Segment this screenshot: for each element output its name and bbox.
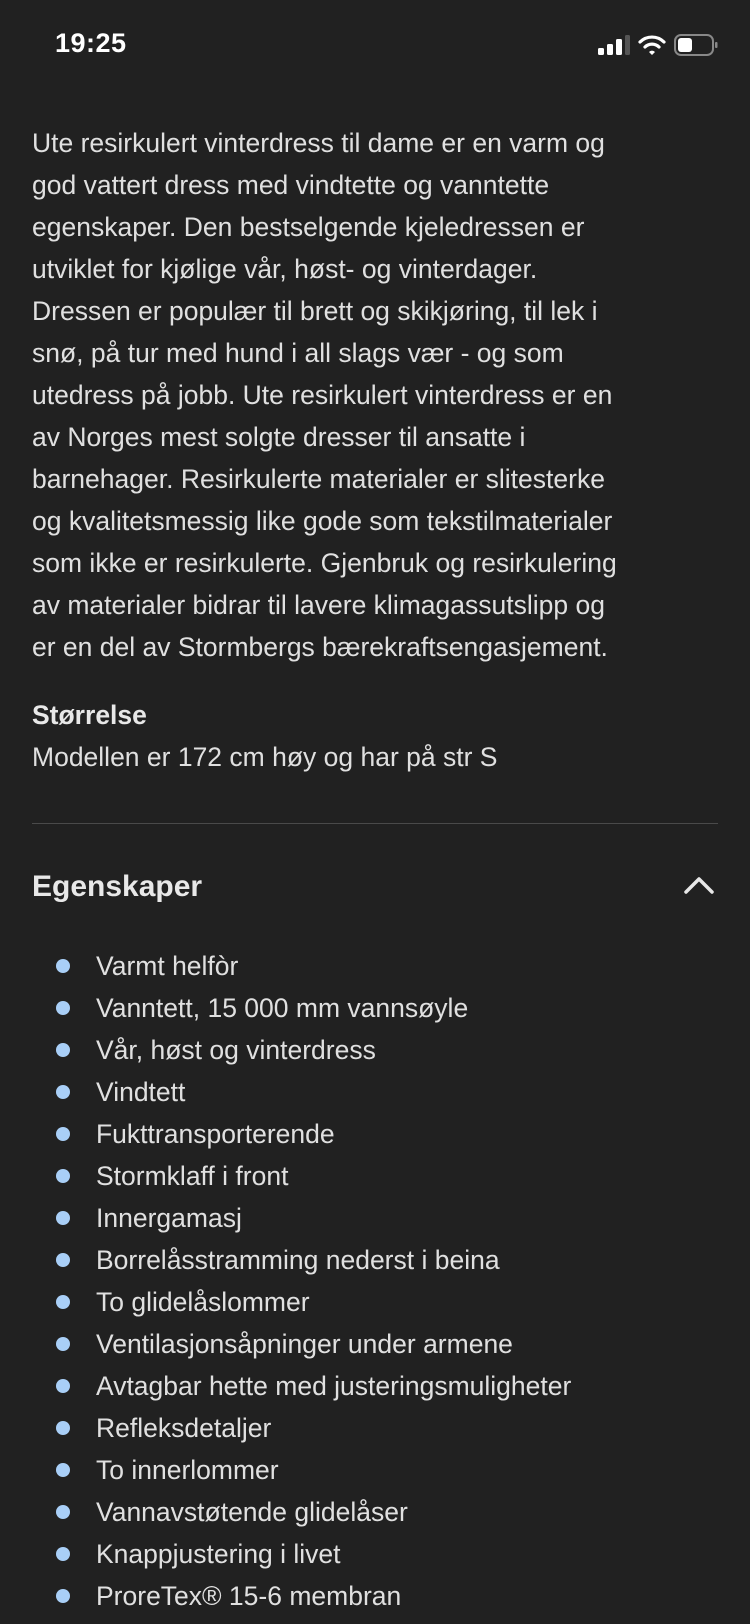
feature-item xyxy=(0,1155,571,1197)
description-line: utviklet for kjølige vår, høst- og vinterdager. xyxy=(32,254,538,284)
bullet-icon xyxy=(56,1253,70,1267)
bullet-icon xyxy=(56,1505,70,1519)
feature-label: Vår, høst og vinterdress xyxy=(96,1035,376,1065)
feature-label: Varmt helfòr xyxy=(96,951,239,981)
size-heading: Størrelse xyxy=(32,700,147,730)
feature-item xyxy=(0,1113,571,1155)
bullet-icon xyxy=(56,1337,70,1351)
feature-item xyxy=(0,1407,571,1449)
features-heading[interactable]: Egenskaper xyxy=(32,870,203,903)
feature-label: To glidelåslommer xyxy=(96,1287,310,1317)
bullet-icon xyxy=(56,1001,70,1015)
description-line: barnehager. Resirkulerte materialer er slitesterke xyxy=(32,464,605,494)
bullet-icon xyxy=(56,1421,70,1435)
product-description xyxy=(32,122,732,668)
description-line: er en del av Stormbergs bærekraftsengasjement. xyxy=(32,632,608,662)
description-line: Ute resirkulert vinterdress til dame er en varm og xyxy=(32,128,605,158)
feature-item xyxy=(0,1029,571,1071)
feature-label: Innergamasj xyxy=(96,1203,242,1233)
bullet-icon xyxy=(56,959,70,973)
feature-label: Refleksdetaljer xyxy=(96,1413,272,1443)
bullet-icon xyxy=(56,1463,70,1477)
description-line: Dressen er populær til brett og skikjøring, til lek i xyxy=(32,296,598,326)
bullet-icon xyxy=(56,1211,70,1225)
bullet-icon xyxy=(56,1169,70,1183)
description-line: av materialer bidrar til lavere klimagassutslipp og xyxy=(32,590,605,620)
feature-item xyxy=(0,1281,571,1323)
feature-label: Vindtett xyxy=(96,1077,186,1107)
feature-item xyxy=(0,1071,571,1113)
description-line: snø, på tur med hund i all slags vær - og som xyxy=(32,338,564,368)
feature-item xyxy=(0,1449,571,1491)
description-line: av Norges mest solgte dresser til ansatte i xyxy=(32,422,526,452)
feature-item xyxy=(0,1197,571,1239)
chevron-up-icon[interactable] xyxy=(684,876,714,894)
features-list xyxy=(0,945,571,1617)
feature-label: Avtagbar hette med justeringsmuligheter xyxy=(96,1371,572,1401)
battery-icon xyxy=(674,34,718,56)
status-bar xyxy=(0,0,750,90)
status-time: 19:25 xyxy=(55,28,127,58)
feature-label: Fukttransporterende xyxy=(96,1119,335,1149)
bullet-icon xyxy=(56,1547,70,1561)
description-line: egenskaper. Den bestselgende kjeledressen er xyxy=(32,212,585,242)
description-line: utedress på jobb. Ute resirkulert vinterdress er en xyxy=(32,380,613,410)
bullet-icon xyxy=(56,1379,70,1393)
bullet-icon xyxy=(56,1043,70,1057)
description-line: god vattert dress med vindtette og vanntette xyxy=(32,170,550,200)
feature-item xyxy=(0,1365,571,1407)
wifi-icon xyxy=(638,35,666,55)
bullet-icon xyxy=(56,1589,70,1603)
feature-item xyxy=(0,1575,571,1617)
feature-label: Ventilasjonsåpninger under armene xyxy=(96,1329,513,1359)
feature-label: To innerlommer xyxy=(96,1455,279,1485)
divider xyxy=(32,823,718,824)
feature-label: Borrelåsstramming nederst i beina xyxy=(96,1245,500,1275)
bullet-icon xyxy=(56,1127,70,1141)
feature-label: Stormklaff i front xyxy=(96,1161,289,1191)
feature-item xyxy=(0,1239,571,1281)
feature-label: Knappjustering i livet xyxy=(96,1539,341,1569)
signal-icon xyxy=(598,35,630,55)
feature-label: ProreTex® 15-6 membran xyxy=(96,1581,402,1611)
feature-item xyxy=(0,1491,571,1533)
feature-item xyxy=(0,1533,571,1575)
feature-label: Vanntett, 15 000 mm vannsøyle xyxy=(96,993,469,1023)
description-line: som ikke er resirkulerte. Gjenbruk og resirkulering xyxy=(32,548,617,578)
bullet-icon xyxy=(56,1085,70,1099)
feature-label: Vannavstøtende glidelåser xyxy=(96,1497,408,1527)
feature-item xyxy=(0,987,571,1029)
feature-item xyxy=(0,945,571,987)
size-text: Modellen er 172 cm høy og har på str S xyxy=(32,742,498,772)
feature-item xyxy=(0,1323,571,1365)
description-line: og kvalitetsmessig like gode som tekstilmaterialer xyxy=(32,506,613,536)
bullet-icon xyxy=(56,1295,70,1309)
